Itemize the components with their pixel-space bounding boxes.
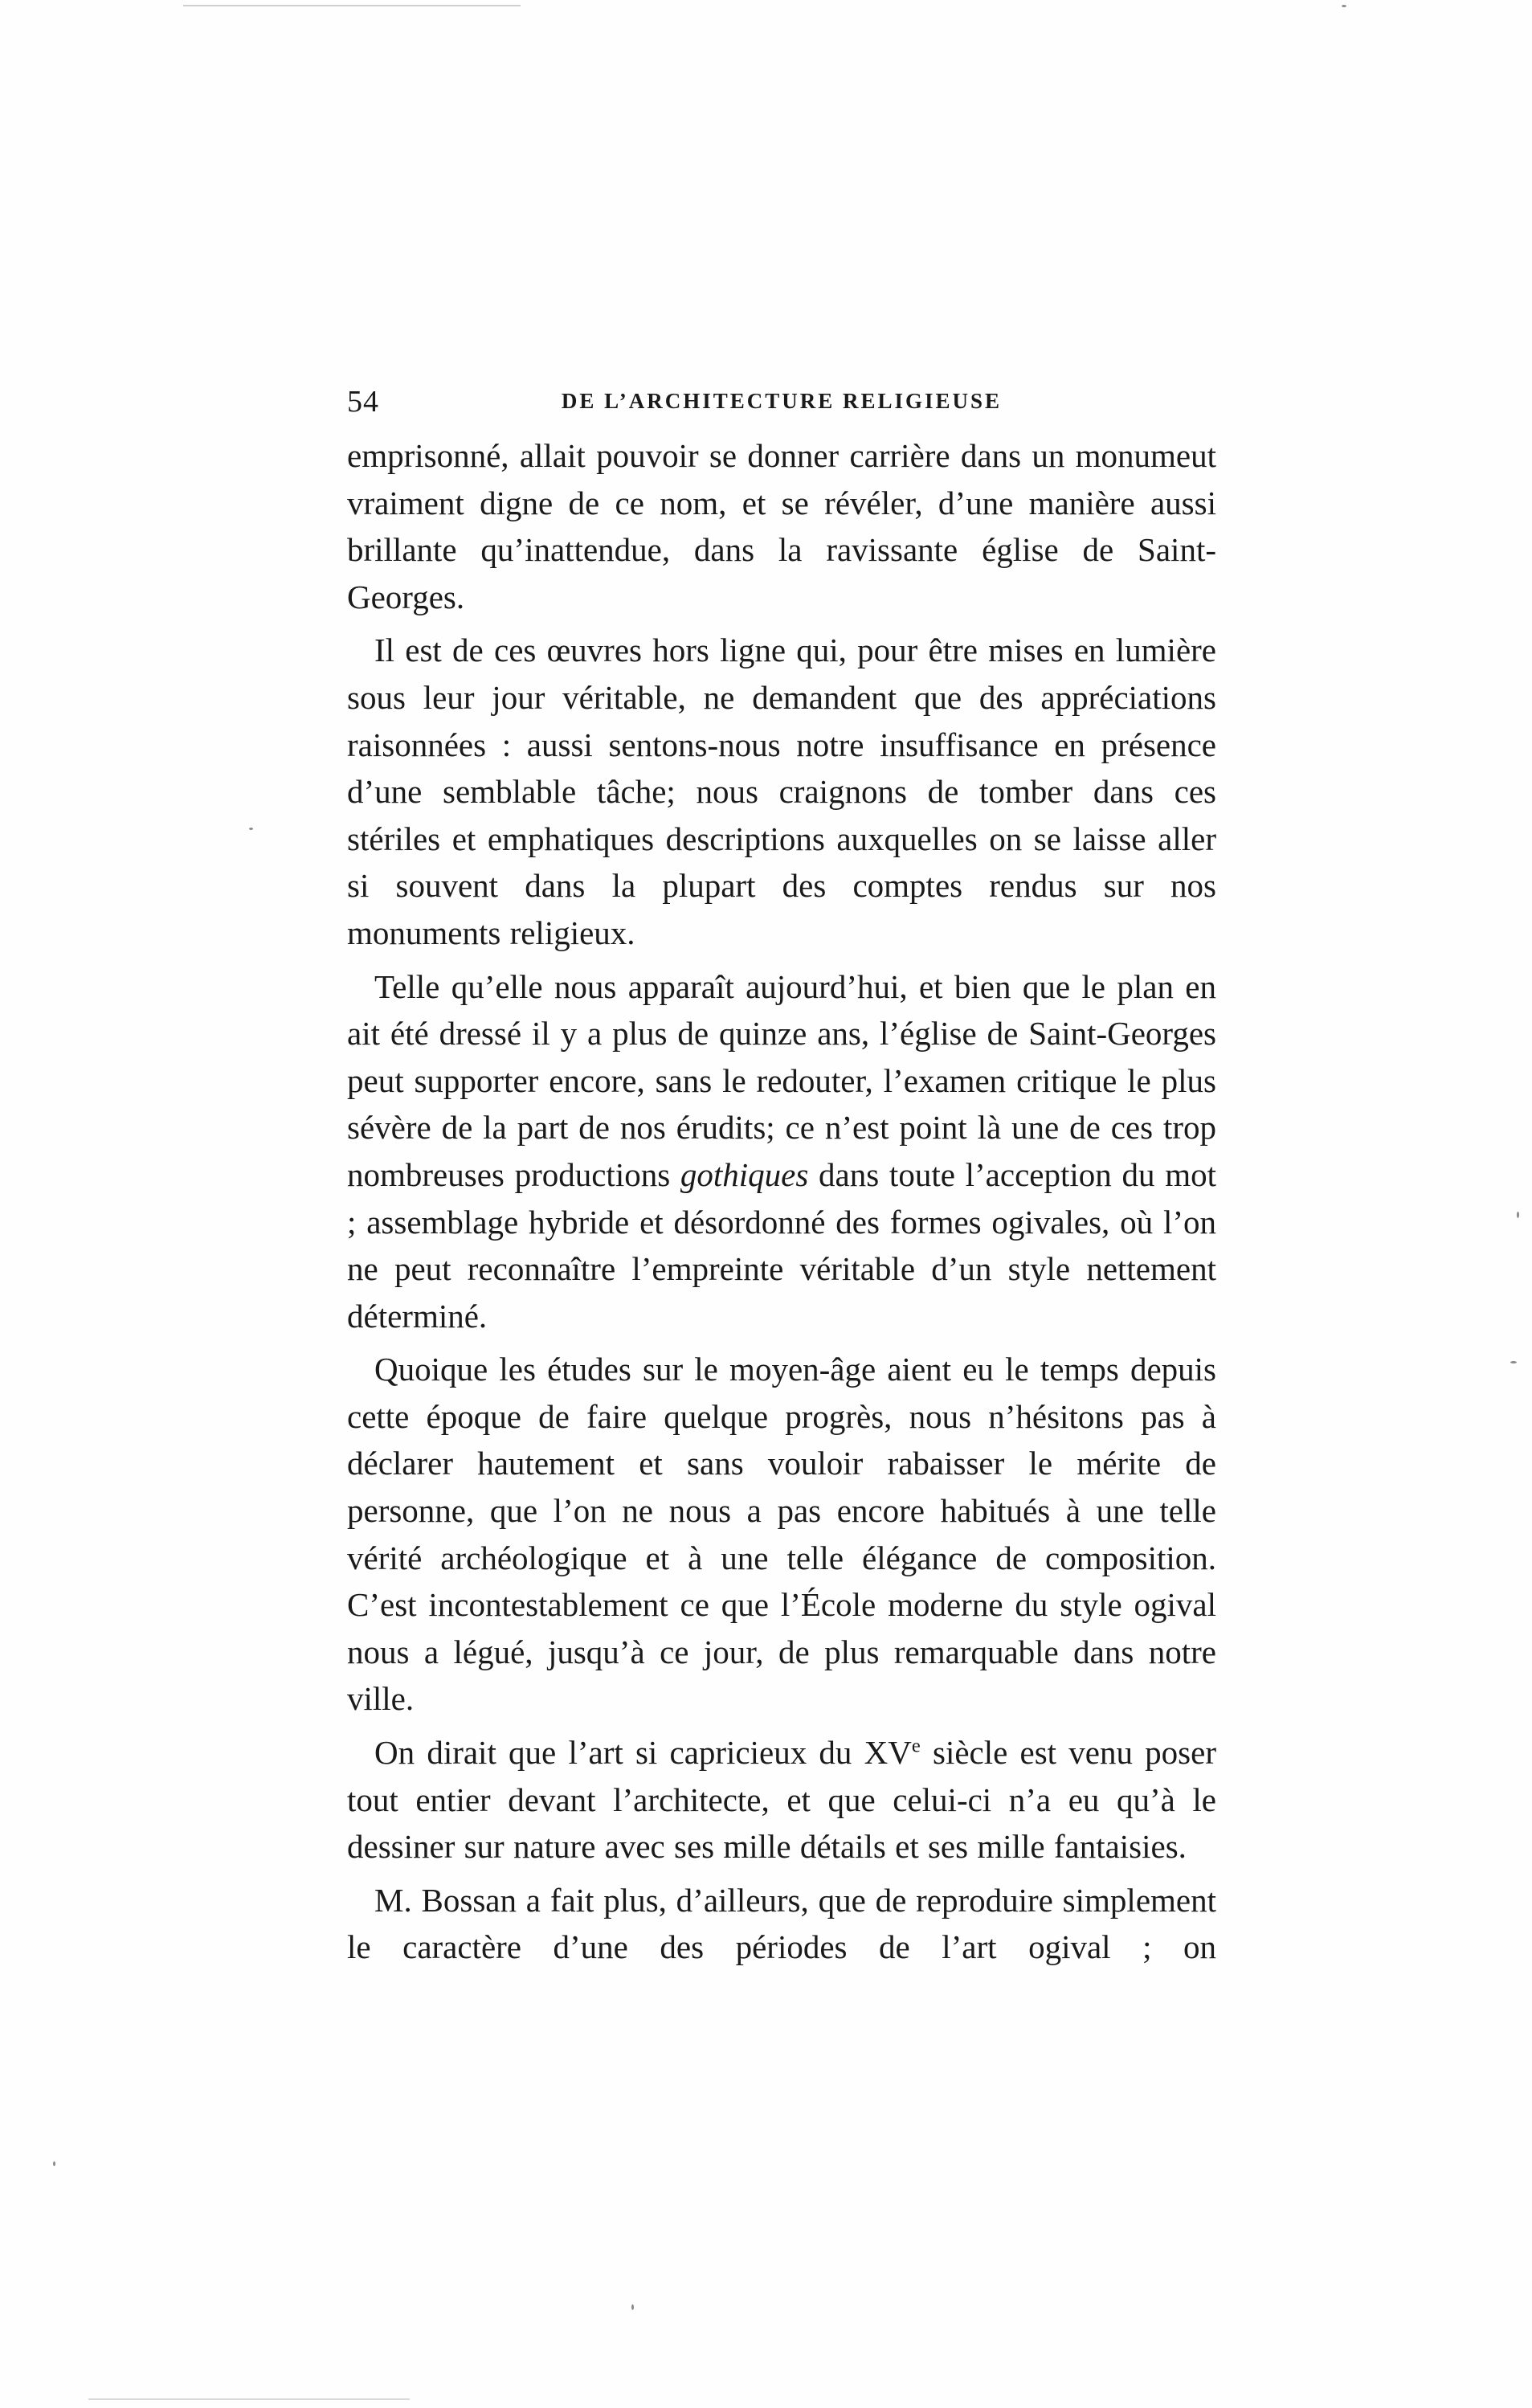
page-number: 54: [347, 385, 379, 419]
paragraph-3-italic: gothiques: [680, 1155, 809, 1193]
scan-speck: [631, 2304, 634, 2310]
paragraph-3-text-a: Telle qu’elle nous apparaît aujourd’hui, et bien que le plan en ait été dressé il y a plus de quinze ans, l’église de Saint-Georges peut supporter encore, sans le redouter, l’examen critique le plus sévère de la part de nos érudits; ce n’est point là une de ces trop nombreuses productions: [347, 967, 1216, 1193]
paragraph-5-text-b: siècle est venu poser tout entier devant l’architecte, et que celui-ci n’a eu qu’à le dessiner sur nature avec ses mille détails et ses mille fantaisies.: [347, 1734, 1216, 1866]
paragraph-5-text-a: On dirait que l’art si capricieux du XV: [374, 1734, 912, 1772]
running-title: DE L’ARCHITECTURE RELIGIEUSE: [561, 389, 1003, 413]
scan-speck: [1517, 1212, 1519, 1218]
paragraph-2: Il est de ces œuvres hors ligne qui, pour être mises en lumière sous leur jour véritable, ne demandent que des appréciations raisonnées : aussi sentons-nous notre insuffisance en présence d’une semblable tâche; nous craignons de tomber dans ces stériles et emphatiques descriptions auxquelles on se laisse aller si souvent dans la plupart des comptes rendus sur nos monuments religieux.: [347, 632, 1216, 951]
paragraph-4: Quoique les études sur le moyen-âge aient eu le temps depuis cette époque de faire quelque progrès, nous n’hésitons pas à déclarer hautement et sans vouloir rabaisser le mérite de personne, que l’on ne nous a pas encore habitués à une telle vérité archéologique et à une telle élégance de composition. C’est incontestablement ce que l’École moderne du style ogival nous a légué, jusqu’à ce jour, de plus remarquable dans notre ville.: [347, 1351, 1216, 1718]
running-head: [347, 384, 1216, 423]
scan-speck: [53, 2161, 55, 2166]
scan-artifact-top: [183, 5, 521, 6]
paragraph-3-text-b: dans toute l’acception du mot ; assemblage hybride et désordonné des formes ogivales, où l’on ne peut reconnaître l’empreinte véritable d’un style nettement déterminé.: [347, 1155, 1216, 1335]
body-text: [347, 432, 1216, 1977]
paragraph-1: emprisonné, allait pouvoir se donner carrière dans un monumeut vraiment digne de ce nom, et se révéler, d’une manière aussi brillante qu’inattendue, dans la ravissante église de Saint-Georges.: [347, 437, 1216, 615]
paragraph-5: [347, 1729, 1216, 1870]
scan-speck: [1342, 5, 1346, 7]
scan-speck: [1510, 1361, 1517, 1363]
paragraph-3: [347, 963, 1216, 1340]
paragraph-5-superscript: e: [911, 1735, 921, 1757]
scan-speck: [249, 828, 253, 830]
scan-artifact-bottom: [88, 2398, 410, 2400]
paragraph-6: M. Bossan a fait plus, d’ailleurs, que de reproduire simplement le caractère d’une des périodes de l’art ogival ; on: [347, 1881, 1216, 1966]
